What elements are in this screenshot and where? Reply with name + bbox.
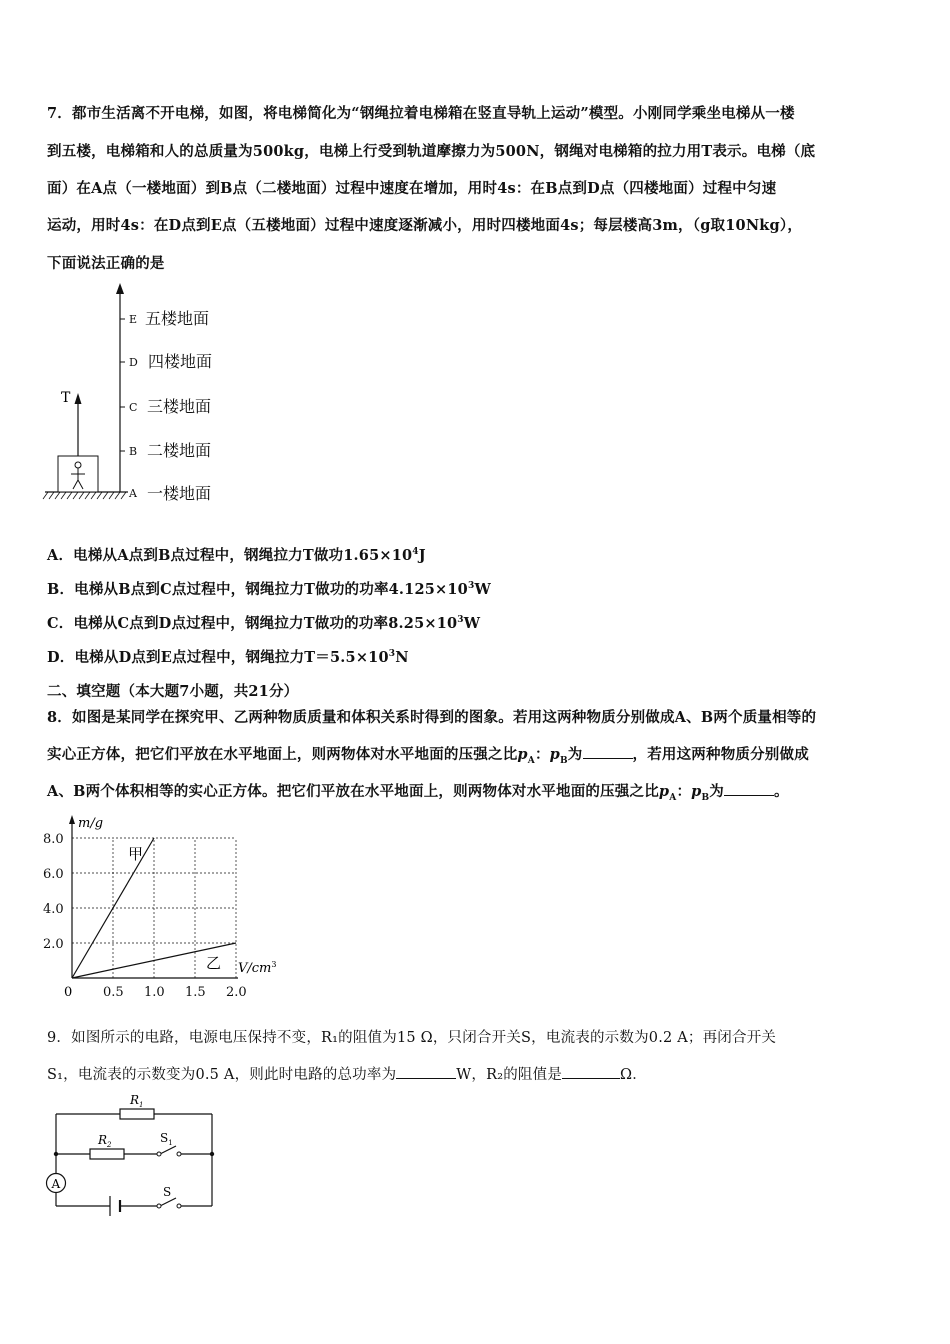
q8-blank-2[interactable] — [724, 783, 774, 796]
origin-label: 0 — [64, 985, 73, 1000]
y-tick-label: 8.0 — [43, 832, 64, 847]
s-label: S — [163, 1185, 172, 1199]
q8-line-1: 8．如图是某同学在探究甲、乙两种物质质量和体积关系时得到的图象。若用这两种物质分别做成A、B两个质量相等的 — [47, 709, 817, 726]
q8-blank-1[interactable] — [583, 746, 633, 759]
r1-label: $R_1$ — [130, 1093, 144, 1109]
resistor-r1 — [120, 1109, 154, 1119]
q9-line-2: S₁，电流表的示数变为0.5 A，则此时电路的总功率为 W，R₂的阻值是 Ω． — [47, 1067, 647, 1083]
y-tick-label: 2.0 — [43, 937, 64, 952]
y-tick-label: 4.0 — [43, 902, 64, 917]
elevator-figure — [40, 280, 240, 510]
q9-line-1: 9．如图所示的电路，电源电压保持不变，R₁的阻值为15 Ω，只闭合开关S，电流表的示数为0.2 A；再闭合开关 — [47, 1030, 777, 1046]
point-A: A — [129, 487, 137, 500]
q7-option-a: A．电梯从A点到B点过程中，钢绳拉力T做功$1.65\times 10^4J$ — [47, 547, 426, 564]
r2-label: $R_2$ — [98, 1133, 112, 1149]
x-axis-label: $V/cm^3$ — [238, 960, 277, 976]
section-2-title: 二、填空题（本大题7小题，共21分） — [47, 683, 299, 700]
y-axis-label: m/g — [78, 816, 104, 831]
q7-option-b: B．电梯从B点到C点过程中，钢绳拉力T做功的功率$4.125\times 10^3W$ — [47, 581, 491, 598]
floor-label-3: 三楼地面 — [147, 397, 212, 416]
series-label-yi: 乙 — [206, 954, 222, 972]
x-tick-label: 1.5 — [185, 985, 206, 1000]
q9-blank-1[interactable] — [396, 1066, 456, 1079]
point-C: C — [129, 401, 138, 414]
mass-volume-chart — [40, 812, 290, 1007]
series-label-jia: 甲 — [128, 845, 144, 863]
floor-label-2: 二楼地面 — [147, 441, 212, 460]
floor-label-5: 五楼地面 — [145, 309, 210, 328]
x-tick-label: 1.0 — [144, 985, 165, 1000]
q7-line-4: 运动，用时4s：在D点到E点（五楼地面）过程中速度逐渐减小，用时四楼地面4s；每层楼高3m，（g取10Nkg）， — [47, 217, 803, 234]
q8-line-3: A、B两个体积相等的实心正方体。把它们平放在水平地面上，则两物体对水平地面的压强之比$p_A$：$p_B$为 。 — [47, 783, 789, 803]
q8-line-2: 实心正方体，把它们平放在水平地面上，则两物体对水平地面的压强之比$p_A$：$p_B$为 ，若用这两种物质分别做成 — [47, 746, 809, 766]
x-tick-label: 2.0 — [226, 985, 247, 1000]
q7-line-1: 7．都市生活离不开电梯，如图，将电梯简化为“钢绳拉着电梯箱在竖直导轨上运动”模型。小刚同学乘坐电梯从一楼 — [47, 105, 795, 122]
floor-label-4: 四楼地面 — [148, 352, 213, 371]
switch-s1[interactable] — [160, 1146, 176, 1154]
q7-line-5: 下面说法正确的是 — [47, 255, 165, 272]
y-axis-arrow-icon — [69, 815, 75, 824]
q7-option-c: C．电梯从C点到D点过程中，钢绳拉力T做功的功率$8.25\times 10^3W$ — [47, 615, 481, 632]
q7-line-2: 到五楼，电梯箱和人的总质量为500kg，电梯上行受到轨道摩擦力为500N，钢绳对电梯箱的拉力用T表示。电梯（底 — [47, 143, 816, 160]
y-tick-label: 6.0 — [43, 867, 64, 882]
point-B: B — [129, 445, 138, 458]
q7-line-3: 面）在A点（一楼地面）到B点（二楼地面）过程中速度在增加，用时4s：在B点到D点（四楼地面）过程中匀速 — [47, 180, 777, 197]
circuit-diagram — [40, 1092, 225, 1227]
ammeter-label: A — [51, 1177, 61, 1191]
point-D: D — [129, 356, 138, 369]
q9-blank-2[interactable] — [562, 1066, 620, 1079]
s1-label: $S_1$ — [160, 1131, 173, 1147]
floor-label-1: 一楼地面 — [147, 484, 212, 503]
x-tick-label: 0.5 — [103, 985, 124, 1000]
switch-s[interactable] — [160, 1198, 176, 1206]
force-label: T — [61, 390, 71, 406]
q7-option-d: D．电梯从D点到E点过程中，钢绳拉力$T=5.5\times 10^3N$ — [47, 649, 409, 666]
point-E: E — [129, 313, 138, 326]
resistor-r2 — [90, 1149, 124, 1159]
